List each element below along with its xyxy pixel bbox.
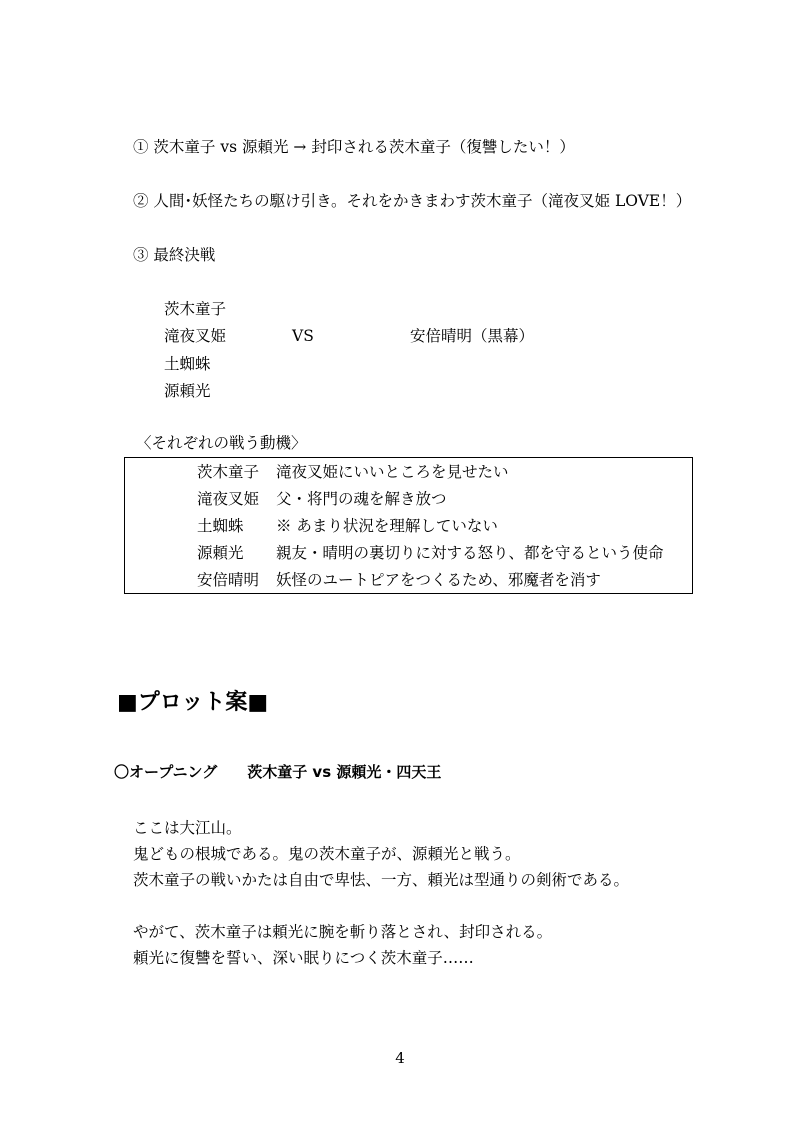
motive-reason: 妖怪のユートピアをつくるため、邪魔者を消す (276, 571, 601, 589)
plot-heading: ■プロット案■ (117, 690, 269, 715)
act-3: ③ 最終決戦 (133, 246, 216, 264)
motive-reason: 親友・晴明の裏切りに対する怒り、都を守るという使命 (276, 544, 664, 562)
motive-reason: ※ あまり状況を理解していない (276, 517, 498, 535)
enemy-name: 安倍晴明（黒幕） (410, 327, 535, 345)
motives-table (124, 457, 693, 594)
paragraph: ここは大江山。 (133, 819, 242, 837)
motive-reason: 滝夜叉姫にいいところを見せたい (276, 463, 509, 481)
motive-character: 茨木童子 (197, 463, 260, 481)
paragraph: 頼光に復讐を誓い、深い眠りにつく茨木童子…… (133, 949, 474, 967)
ally-name: 源頼光 (164, 382, 211, 400)
opening-heading (114, 762, 441, 782)
opening-subtitle: 茨木童子 vs 源頼光・四天王 (247, 763, 442, 781)
motive-character: 源頼光 (197, 544, 244, 562)
versus-label: VS (292, 327, 314, 345)
act-1: ① 茨木童子 vs 源頼光 → 封印される茨木童子（復讐したい！） (133, 138, 575, 156)
ally-name: 茨木童子 (164, 300, 227, 318)
opening-title: 〇オープニング (114, 763, 218, 781)
motive-character: 安倍晴明 (197, 571, 260, 589)
motive-reason: 父・将門の魂を解き放つ (276, 490, 447, 508)
paragraph: やがて、茨木童子は頼光に腕を斬り落とされ、封印される。 (133, 923, 553, 941)
page-number: 4 (395, 1049, 405, 1067)
ally-name: 滝夜叉姫 (164, 327, 227, 345)
act-2: ② 人間･妖怪たちの駆け引き。それをかきまわす茨木童子（滝夜叉姫 LOVE！） (133, 192, 692, 210)
motives-heading: 〈それぞれの戦う動機〉 (136, 434, 307, 452)
paragraph: 鬼どもの根城である。鬼の茨木童子が、源頼光と戦う。 (133, 845, 521, 863)
ally-name: 土蜘蛛 (164, 355, 211, 373)
motive-character: 土蜘蛛 (197, 517, 244, 535)
motive-character: 滝夜叉姫 (197, 490, 260, 508)
paragraph: 茨木童子の戦いかたは自由で卑怯、一方、頼光は型通りの剣術である。 (133, 871, 630, 889)
